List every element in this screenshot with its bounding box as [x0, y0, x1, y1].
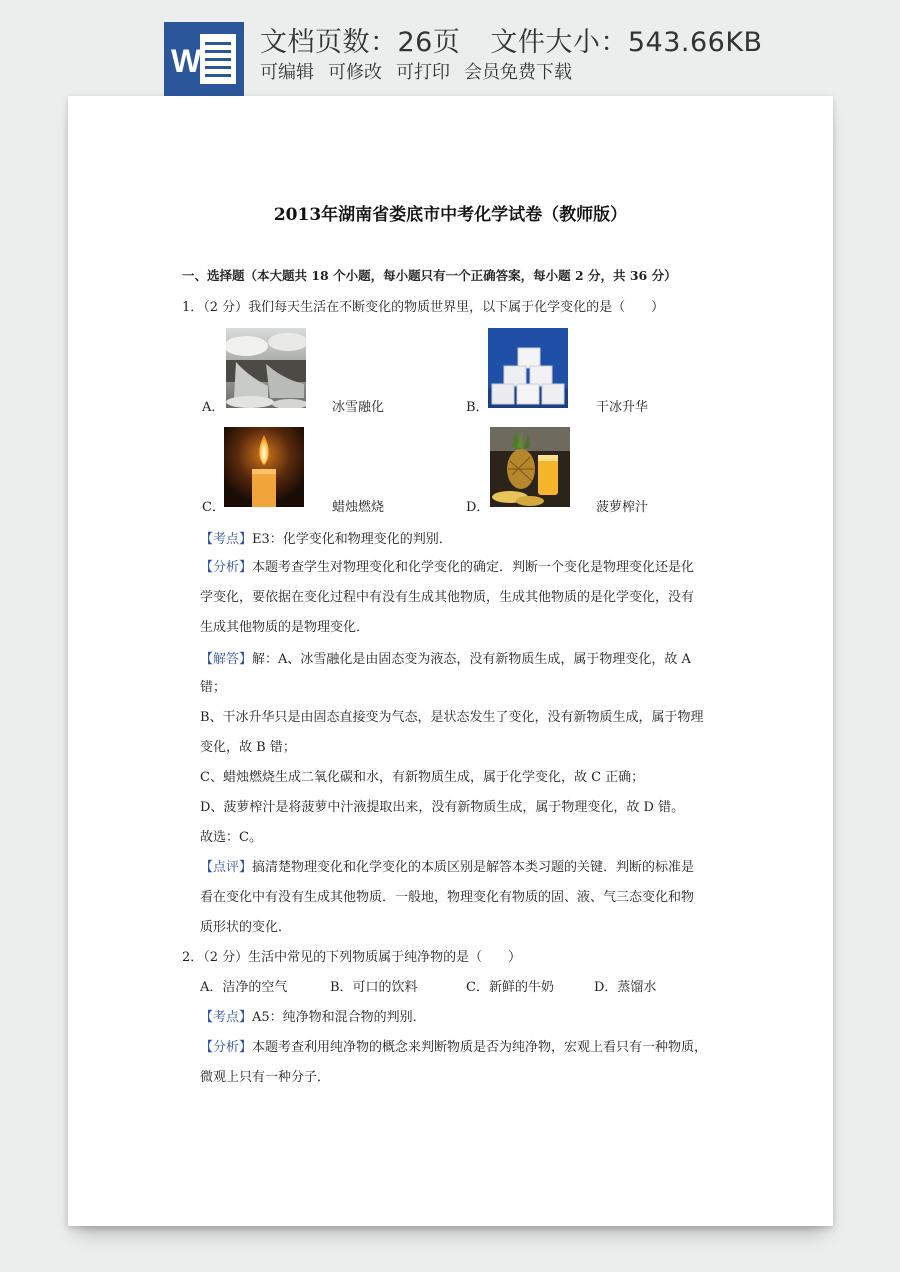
jieda-line: B、干冰升华只是由固态直接变为气态，是状态发生了变化，没有新物质生成，属于物理 [200, 710, 704, 725]
q2-fenxi [200, 1036, 707, 1055]
kaodian-tag: 【考点】 [200, 532, 253, 547]
fenxi-line: 生成其他物质的是物理变化． [200, 620, 370, 635]
dianping-line: 质形状的变化． [200, 920, 292, 935]
doc-meta [260, 20, 763, 59]
jieda-line: C、蜡烛燃烧生成二氧化碳和水，有新物质生成，属于化学变化，故 C 正确； [200, 770, 645, 785]
q1-fenxi [200, 556, 694, 575]
q1-option-d-label: 菠萝榨汁 [596, 500, 649, 515]
page-title: 2013年湖南省娄底市中考化学试卷（教师版） [273, 205, 628, 225]
document-page [68, 96, 833, 1226]
fenxi-line: 本题考查利用纯净物的概念来判断物质是否为纯净物，宏观上看只有一种物质， [252, 1040, 708, 1055]
q1-dianping [200, 856, 694, 875]
fenxi-line: 微观上只有一种分子． [200, 1070, 331, 1085]
q1-option-d-letter: D． [466, 500, 490, 515]
dianping-line: 搞清楚物理变化和化学变化的本质区别是解答本类习题的关键．判断的标准是 [252, 860, 695, 875]
fenxi-line: 学变化，要依据在变化过程中有没有生成其他物质，生成其他物质的是化学变化，没有 [200, 590, 695, 605]
q1-option-a-letter: A． [202, 400, 225, 415]
jieda-line: D、菠萝榨汁是将菠萝中汁液提取出来，没有新物质生成，属于物理变化，故 D 错。 [200, 800, 685, 815]
kaodian-tag: 【考点】 [200, 1010, 253, 1025]
q1-kaodian [200, 528, 452, 547]
q2-option-d: D．蒸馏水 [594, 980, 657, 995]
jieda-line: 错； [200, 680, 227, 695]
action-modifiable: 可修改 [328, 62, 382, 83]
q1-option-b-letter: B． [466, 400, 489, 415]
q2-option-a: A．洁净的空气 [200, 980, 288, 995]
q1-jieda [200, 648, 691, 667]
fenxi-line: 本题考查学生对物理变化和化学变化的确定．判断一个变化是物理变化还是化 [252, 560, 695, 575]
svg-text:W: W [171, 43, 202, 79]
kaodian-text: E3：化学变化和物理变化的判别． [252, 532, 452, 547]
dianping-tag: 【点评】 [200, 860, 253, 875]
kaodian-text: A5：纯净物和混合物的判别． [252, 1010, 426, 1025]
download-banner [0, 0, 900, 100]
q2-kaodian [200, 1006, 426, 1025]
q2-option-c: C．新鲜的牛奶 [466, 980, 554, 995]
page-count: 文档页数：26页 [260, 27, 461, 58]
q1-option-b-label: 干冰升华 [596, 400, 649, 415]
jieda-line: 故选：C。 [200, 830, 262, 845]
jieda-line: 变化，故 B 错； [200, 740, 296, 755]
fenxi-tag: 【分析】 [200, 560, 253, 575]
doc-actions [260, 58, 586, 84]
dry-ice-cubes-photo [488, 328, 568, 408]
q2-stem: 2．（2 分）生活中常见的下列物质属于纯净物的是（ ） [182, 950, 522, 965]
pineapple-juice-photo [490, 427, 570, 507]
section-heading: 一、选择题（本大题共 18 个小题，每小题只有一个正确答案，每小题 2 分，共 36 分） [182, 268, 677, 283]
jieda-line: 解：A、冰雪融化是由固态变为液态，没有新物质生成，属于物理变化，故 A [252, 652, 691, 667]
q1-stem: 1．（2 分）我们每天生活在不断变化的物质世界里，以下属于化学变化的是（ ） [182, 300, 665, 315]
action-printable: 可打印 [396, 62, 450, 83]
file-size: 文件大小：543.66KB [490, 27, 763, 58]
fenxi-tag: 【分析】 [200, 1040, 253, 1055]
melting-snow-photo [226, 328, 306, 408]
dianping-line: 看在变化中有没有生成其他物质．一般地，物理变化有物质的固、液、气三态变化和物 [200, 890, 695, 905]
q1-option-c-label: 蜡烛燃烧 [332, 500, 385, 515]
word-document-icon [164, 22, 244, 96]
burning-candle-photo [224, 427, 304, 507]
q1-option-c-letter: C． [202, 500, 225, 515]
action-member-download[interactable]: 会员免费下载 [464, 62, 572, 83]
action-editable: 可编辑 [260, 62, 314, 83]
jieda-tag: 【解答】 [200, 652, 253, 667]
q2-option-b: B．可口的饮料 [330, 980, 418, 995]
q1-option-a-label: 冰雪融化 [332, 400, 385, 415]
